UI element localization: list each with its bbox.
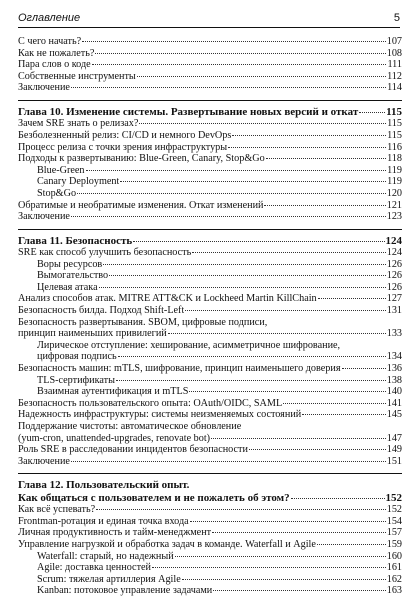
pre-entries	[18, 36, 402, 94]
toc-entry	[18, 574, 402, 586]
toc-entry-page: 151	[386, 455, 402, 467]
toc-entry-page: 138	[386, 374, 402, 386]
dot-leader	[77, 193, 386, 194]
toc-entry-page: 111	[387, 59, 402, 71]
toc-entry-label: Управление нагрузкой и обработка задач в команде. Waterfall и Agile	[18, 538, 316, 550]
toc-entry-label: Безопасность билда. Подход Shift-Left	[18, 305, 185, 317]
toc-entry	[18, 142, 402, 154]
dot-leader	[249, 449, 386, 450]
toc-entry-label: цифровая подпись	[37, 351, 117, 363]
toc-entry-label: Целевая атака	[37, 281, 98, 293]
chapter-page: 124	[385, 234, 402, 247]
toc-entry	[18, 516, 402, 528]
dot-leader	[317, 544, 386, 545]
dot-leader	[116, 380, 386, 381]
toc-entry-label: Заключение	[18, 211, 70, 223]
chapter-12-entries	[18, 504, 402, 597]
toc-entry-page: 112	[387, 70, 402, 82]
dot-leader	[182, 579, 386, 580]
toc-entry-page: 127	[386, 293, 402, 305]
toc-entry-label: Blue-Green	[37, 164, 85, 176]
toc-entry-page: 118	[387, 153, 402, 165]
toc-entry-label: Waterfall: старый, но надежный	[37, 550, 174, 562]
toc-entry-label: Личная продуктивность и тайм-менеджмент	[18, 527, 212, 539]
toc-entry-page: 136	[386, 363, 402, 375]
toc-entry-label: Собственные инструменты	[18, 70, 136, 82]
dot-leader	[168, 333, 386, 334]
dot-leader	[82, 41, 386, 42]
toc-entry-page: 152	[386, 504, 402, 516]
toc-entry	[18, 48, 402, 60]
toc-entry-label: Как не пожалеть?	[18, 47, 95, 59]
dot-leader	[232, 135, 386, 136]
dot-leader	[211, 438, 386, 439]
toc-entry	[18, 259, 402, 271]
section-separator	[18, 473, 402, 474]
toc-entry-page: 126	[386, 281, 402, 293]
toc-entry-label: SRE как способ улучшить безопасность	[18, 247, 192, 259]
toc-entry	[18, 527, 402, 539]
dot-leader	[137, 76, 386, 77]
toc-entry	[18, 444, 402, 456]
header-title: Оглавление	[18, 12, 81, 24]
toc-entry-label: Пара слов о коде	[18, 59, 91, 71]
toc-entry	[18, 188, 402, 200]
dot-leader	[283, 403, 386, 404]
dot-leader	[175, 556, 386, 557]
dot-leader	[212, 532, 386, 533]
toc-entry	[18, 130, 402, 142]
toc-entry-page: 124	[386, 247, 402, 259]
page-number: 5	[393, 12, 400, 24]
toc-entry-label: Лирическое отступление: хеширование, асимметричное шифрование,	[37, 339, 341, 351]
toc-entry-label: Canary Deployment	[37, 176, 120, 188]
toc-entry	[18, 82, 402, 94]
toc-entry	[18, 328, 402, 340]
toc-entry	[18, 71, 402, 83]
toc-entry-label: Безопасность развертывания. SBOM, цифровые подписи,	[18, 316, 268, 328]
toc-entry-page: 120	[386, 187, 402, 199]
dot-leader	[342, 368, 386, 369]
header-rule	[18, 27, 400, 28]
chapter-12-title-line1	[18, 479, 402, 491]
toc-entry-page: 119	[387, 176, 402, 188]
toc-entry	[18, 247, 402, 259]
toc-entry-page: 107	[386, 36, 402, 47]
toc-entry-page: 133	[386, 328, 402, 340]
chapter-title-text: Как общаться с пользователем и не пожалеть об этом?	[18, 491, 290, 504]
toc-entry-label: Безопасность пользовательского опыта: OAuth/OIDC, SAML	[18, 397, 283, 409]
toc-entry-page: 114	[387, 82, 402, 94]
toc-entry	[18, 363, 402, 375]
toc-entry-label: Зачем SRE знать о релизах?	[18, 118, 139, 130]
dot-leader	[264, 205, 385, 206]
toc-entry-page: 145	[386, 409, 402, 421]
toc-entry	[18, 36, 402, 48]
toc-entry-page: 119	[387, 164, 402, 176]
toc-entry	[18, 317, 402, 329]
toc-entry	[18, 539, 402, 551]
dot-leader	[318, 298, 386, 299]
dot-leader	[213, 590, 385, 591]
toc-entry-label: Frontman-ротация и единая точка входа	[18, 515, 189, 527]
toc-entry-label: Поддержание чистоты: автоматическое обновление	[18, 421, 242, 432]
toc-entry-page: 126	[386, 270, 402, 282]
toc-entry-page: 160	[386, 550, 402, 562]
toc-entry-label: Безопасность машин: mTLS, шифрование, принцип наименьшего доверия	[18, 363, 341, 375]
dot-leader	[71, 461, 386, 462]
toc-entry	[18, 585, 402, 597]
running-header	[18, 10, 400, 28]
section-separator	[18, 229, 402, 230]
dot-leader	[103, 264, 385, 265]
dot-leader	[359, 112, 385, 113]
toc-entry-label: Безболезненный релиз: CI/CD и немного DevOps	[18, 129, 232, 141]
toc-entry	[18, 200, 402, 212]
toc-entry-page: 116	[387, 141, 402, 153]
toc-entry	[18, 153, 402, 165]
toc-entry	[18, 118, 402, 130]
toc-entry	[18, 409, 402, 421]
toc-entry-page: 108	[386, 47, 402, 59]
toc-entry	[18, 305, 402, 317]
chapter-title-text: Глава 11. Безопасность	[18, 234, 133, 247]
toc-entry-label: Вымогательство	[37, 270, 109, 282]
toc-entry	[18, 504, 402, 516]
toc-entry	[18, 375, 402, 387]
toc-entry-label: Agile: доставка ценностей	[37, 562, 152, 574]
toc-entry	[18, 270, 402, 282]
toc-entry-page: 134	[386, 351, 402, 363]
toc-entry-label: Взаимная аутентификация и mTLS	[37, 386, 189, 398]
toc-entry-label: Процесс релиза с точки зрения инфраструктуры	[18, 141, 228, 153]
toc-entry	[18, 59, 402, 71]
dot-leader	[139, 123, 386, 124]
dot-leader	[185, 310, 385, 311]
chapter-11-title	[18, 235, 402, 247]
dot-leader	[86, 170, 387, 171]
toc-entry-page: 126	[386, 258, 402, 270]
chapter-10-entries	[18, 118, 402, 222]
toc-entry-label: Заключение	[18, 82, 70, 94]
toc-entry-label: (yum-cron, unattended-upgrades, renovate bot)	[18, 432, 211, 444]
toc-entry-label: Подходы к развертыванию: Blue-Green, Canary, Stop&Go	[18, 153, 265, 165]
chapter-10-title	[18, 106, 402, 118]
toc-entry-label: Заключение	[18, 455, 70, 467]
chapter-page: 152	[385, 491, 402, 504]
toc-entry-page: 147	[386, 432, 402, 444]
toc-entry-label: принцип наименьших привилегий	[18, 328, 167, 340]
dot-leader	[99, 287, 386, 288]
dot-leader	[192, 252, 385, 253]
chapter-page: 115	[386, 105, 402, 118]
dot-leader	[302, 414, 385, 415]
dot-leader	[71, 87, 386, 88]
toc-entry-page: 149	[386, 444, 402, 456]
dot-leader	[190, 521, 386, 522]
dot-leader	[95, 53, 385, 54]
toc-entry-label: Как всё успевать?	[18, 504, 96, 516]
dot-leader	[92, 64, 387, 65]
toc-entry-label: Анализ способов атак. MITRE ATT&CK и Lockheed Martin KillChain	[18, 293, 317, 305]
toc-entry	[18, 433, 402, 445]
toc-entry-label: Kanban: потоковое управление задачами	[37, 585, 213, 597]
toc-entry-label: Обратимые и необратимые изменения. Откат изменений	[18, 199, 264, 211]
toc-entry	[18, 398, 402, 410]
toc-entry-page: 161	[386, 562, 402, 574]
dot-leader	[266, 158, 386, 159]
toc-entry	[18, 551, 402, 563]
toc-entry	[18, 176, 402, 188]
toc-entry	[18, 282, 402, 294]
toc-entry-page: 141	[386, 397, 402, 409]
toc-entry-page: 115	[387, 118, 402, 130]
toc-entry-label: Stop&Go	[37, 187, 77, 199]
toc-entry	[18, 456, 402, 468]
dot-leader	[152, 567, 386, 568]
chapter-11-entries	[18, 247, 402, 467]
toc-entry	[18, 293, 402, 305]
toc-entry-label: Scrum: тяжелая артиллерия Agile	[37, 573, 181, 585]
table-of-contents	[18, 36, 402, 597]
dot-leader	[291, 498, 385, 499]
dot-leader	[228, 147, 386, 148]
dot-leader	[118, 356, 386, 357]
toc-entry	[18, 562, 402, 574]
dot-leader	[189, 391, 385, 392]
dot-leader	[120, 181, 386, 182]
toc-entry-label: Воры ресурсов	[37, 258, 103, 270]
toc-entry-page: 154	[386, 515, 402, 527]
toc-entry-page: 115	[387, 129, 402, 141]
toc-entry-page: 131	[386, 305, 402, 317]
toc-entry-label: С чего начать?	[18, 36, 82, 47]
chapter-title-text: Глава 12. Пользовательский опыт.	[18, 479, 190, 492]
toc-entry-page: 121	[386, 199, 402, 211]
dot-leader	[109, 275, 386, 276]
chapter-title-text: Глава 10. Изменение системы. Развертывание новых версий и откат	[18, 105, 359, 118]
dot-leader	[71, 216, 386, 217]
section-separator	[18, 100, 402, 101]
dot-leader	[133, 241, 384, 242]
toc-entry-page: 157	[386, 527, 402, 539]
toc-entry	[18, 386, 402, 398]
toc-entry-page: 162	[386, 573, 402, 585]
dot-leader	[96, 509, 386, 510]
toc-entry-label: Роль SRE в расследовании инцидентов безопасности	[18, 444, 248, 456]
toc-entry	[18, 340, 402, 352]
toc-entry-page: 163	[386, 585, 402, 597]
toc-entry-page: 123	[386, 211, 402, 223]
toc-entry	[18, 421, 402, 433]
toc-entry-page: 140	[386, 386, 402, 398]
toc-entry	[18, 165, 402, 177]
toc-entry-page: 159	[386, 538, 402, 550]
chapter-12-title-line2	[18, 492, 402, 504]
toc-entry	[18, 211, 402, 223]
toc-entry-label: Надежность инфраструктуры: системы неизменяемых состояний	[18, 409, 302, 421]
toc-entry-label: TLS-сертификаты	[37, 374, 115, 386]
toc-entry	[18, 351, 402, 363]
